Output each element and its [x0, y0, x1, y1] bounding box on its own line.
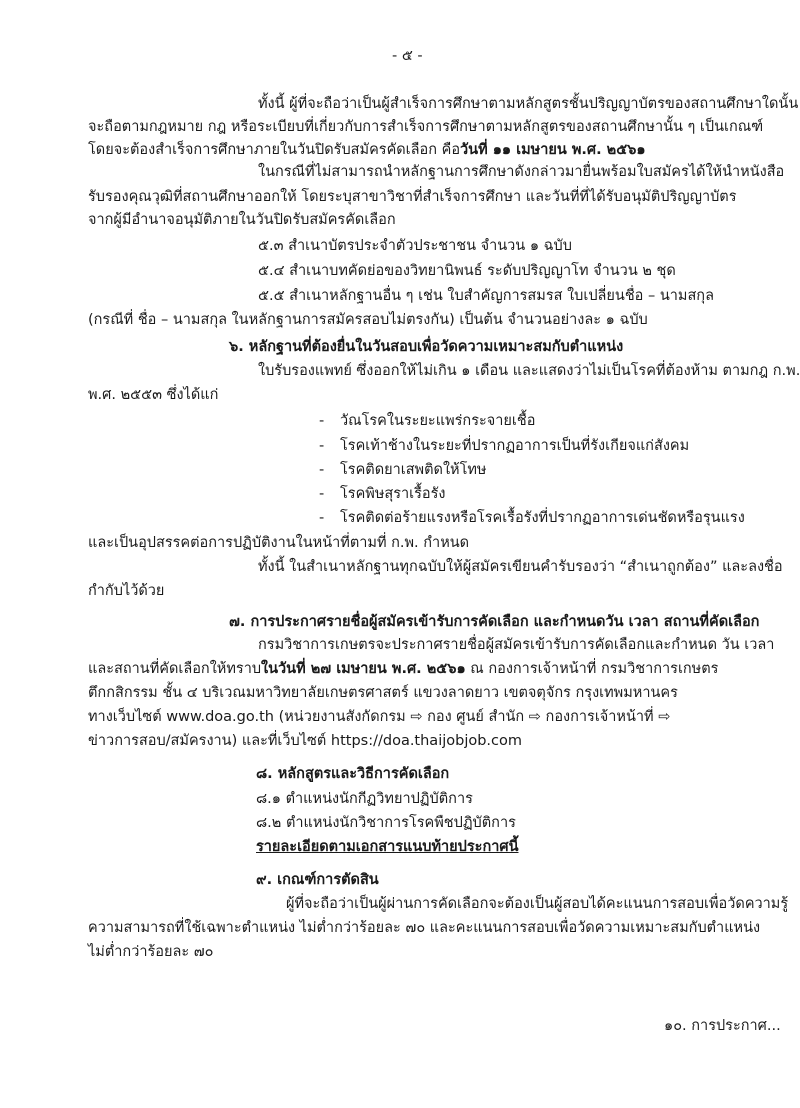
- paragraph-line: ใบรับรองแพทย์ ซึ่งออกให้ไม่เกิน ๑ เดือน และแสดงว่าไม่เป็นโรคที่ต้องห้าม ตามกฎ ก.พ.: [258, 363, 800, 379]
- list-item: วัณโรคในระยะแพร่กระจายเชื้อ: [340, 413, 536, 429]
- announcement-date: ในวันที่ ๒๗ เมษายน พ.ศ. ๒๕๖๑: [261, 661, 466, 677]
- list-item: โรคติดยาเสพติดให้โทษ: [340, 462, 487, 478]
- list-item: ๘.๒ ตำแหน่งนักวิชาการโรคพืชปฏิบัติการ: [256, 815, 516, 831]
- text: และสถานที่คัดเลือกให้ทราบ: [88, 661, 262, 677]
- list-item: (กรณีที่ ชื่อ – นามสกุล ในหลักฐานการสมัครสอบไม่ตรงกัน) เป็นต้น จำนวนอย่างละ ๑ ฉบับ: [88, 312, 648, 328]
- page-number: - ๕ -: [392, 48, 423, 64]
- paragraph-line: ข่าวการสอบ/สมัครงาน) และที่เว็บไซต์ https://doa.thaijobjob.com: [88, 733, 523, 749]
- paragraph-line: กำกับไว้ด้วย: [88, 583, 165, 599]
- paragraph-line: จากผู้มีอำนาจอนุมัติภายในวันปิดรับสมัครคัดเลือก: [88, 212, 396, 228]
- section-heading: ๙. เกณฑ์การตัดสิน: [256, 872, 379, 888]
- bullet-dash: -: [319, 438, 325, 454]
- bullet-dash: -: [319, 413, 325, 429]
- section-heading: ๖. หลักฐานที่ต้องยื่นในวันสอบเพื่อวัดความเหมาะสมกับตำแหน่ง: [229, 339, 624, 355]
- deadline-date: วันที่ ๑๑ เมษายน พ.ศ. ๒๕๖๑: [460, 142, 646, 158]
- list-item: โรคติดต่อร้ายแรงหรือโรคเรื้อรังที่ปรากฏอาการเด่นชัดหรือรุนแรง: [340, 510, 745, 526]
- bullet-dash: -: [319, 462, 325, 478]
- list-item: ๕.๔ สำเนาบทคัดย่อของวิทยานิพนธ์ ระดับปริญญาโท จำนวน ๒ ชุด: [258, 263, 676, 279]
- paragraph-line: ทั้งนี้ ในสำเนาหลักฐานทุกฉบับให้ผู้สมัครเขียนคำรับรองว่า “สำเนาถูกต้อง” และลงชื่อ: [258, 559, 783, 575]
- section-heading: ๗. การประกาศรายชื่อผู้สมัครเข้ารับการคัดเลือก และกำหนดวัน เวลา สถานที่คัดเลือก: [229, 614, 760, 630]
- paragraph-line: จะถือตามกฎหมาย กฎ หรือระเบียบที่เกี่ยวกับการสำเร็จการศึกษาตามหลักสูตรของสถานศึกษานั้น ๆ เป็นเกณฑ์: [88, 119, 764, 135]
- list-item: โรคเท้าช้างในระยะที่ปรากฏอาการเป็นที่รังเกียจแก่สังคม: [340, 438, 690, 454]
- paragraph-line: ทางเว็บไซต์ www.doa.go.th (หน่วยงานสังกัดกรม ⇨ กอง ศูนย์ สำนัก ⇨ กองการเจ้าหน้าที่ ⇨: [88, 709, 671, 725]
- paragraph-line: [88, 140, 646, 160]
- list-item: ๕.๕ สำเนาหลักฐานอื่น ๆ เช่น ใบสำคัญการสมรส ใบเปลี่ยนชื่อ – นามสกุล: [258, 288, 714, 304]
- bullet-dash: -: [319, 486, 325, 502]
- list-item: โรคพิษสุราเรื้อรัง: [340, 486, 446, 502]
- paragraph-line: พ.ศ. ๒๕๕๓ ซึ่งได้แก่: [88, 387, 219, 403]
- paragraph-line: ความสามารถที่ใช้เฉพาะตำแหน่ง ไม่ต่ำกว่าร้อยละ ๗๐ และคะแนนการสอบเพื่อวัดความเหมาะสมกับตำแหน่ง: [88, 920, 761, 936]
- attachment-note: รายละเอียดตามเอกสารแนบท้ายประกาศนี้: [256, 839, 519, 855]
- bullet-dash: -: [319, 510, 325, 526]
- paragraph-line: ผู้ที่จะถือว่าเป็นผู้ผ่านการคัดเลือกจะต้องเป็นผู้สอบได้คะแนนการสอบเพื่อวัดความรู้: [286, 896, 789, 912]
- text: โดยจะต้องสำเร็จการศึกษาภายในวันปิดรับสมัครคัดเลือก คือ: [88, 142, 461, 158]
- continuation-marker: ๑๐. การประกาศ...: [664, 1018, 781, 1034]
- paragraph-line: กรมวิชาการเกษตรจะประกาศรายชื่อผู้สมัครเข้ารับการคัดเลือกและกำหนด วัน เวลา: [258, 637, 775, 653]
- paragraph-line: และเป็นอุปสรรคต่อการปฏิบัติงานในหน้าที่ตามที่ ก.พ. กำหนด: [88, 535, 470, 551]
- paragraph-line: ในกรณีที่ไม่สามารถนำหลักฐานการศึกษาดังกล่าวมายื่นพร้อมใบสมัครได้ให้นำหนังสือ: [258, 164, 785, 180]
- paragraph-line: รับรองคุณวุฒิที่สถานศึกษาออกให้ โดยระบุสาขาวิชาที่สำเร็จการศึกษา และวันที่ที่ได้รับอนุมัติปริญญาบัตร: [88, 189, 737, 205]
- paragraph-line: [88, 659, 718, 679]
- paragraph-line: ไม่ต่ำกว่าร้อยละ ๗๐: [88, 944, 214, 960]
- paragraph-line: ตึกกสิกรรม ชั้น ๔ บริเวณมหาวิทยาลัยเกษตรศาสตร์ แขวงลาดยาว เขตจตุจักร กรุงเทพมหานคร: [88, 685, 678, 701]
- text: ณ กองการเจ้าหน้าที่ กรมวิชาการเกษตร: [465, 661, 719, 677]
- list-item: ๕.๓ สำเนาบัตรประจำตัวประชาชน จำนวน ๑ ฉบับ: [258, 238, 572, 254]
- paragraph-line: ทั้งนี้ ผู้ที่จะถือว่าเป็นผู้สำเร็จการศึกษาตามหลักสูตรชั้นปริญญาบัตรของสถานศึกษาใดนั้น: [258, 96, 799, 112]
- section-heading: ๘. หลักสูตรและวิธีการคัดเลือก: [256, 766, 450, 782]
- list-item: ๘.๑ ตำแหน่งนักกีฏวิทยาปฏิบัติการ: [256, 791, 473, 807]
